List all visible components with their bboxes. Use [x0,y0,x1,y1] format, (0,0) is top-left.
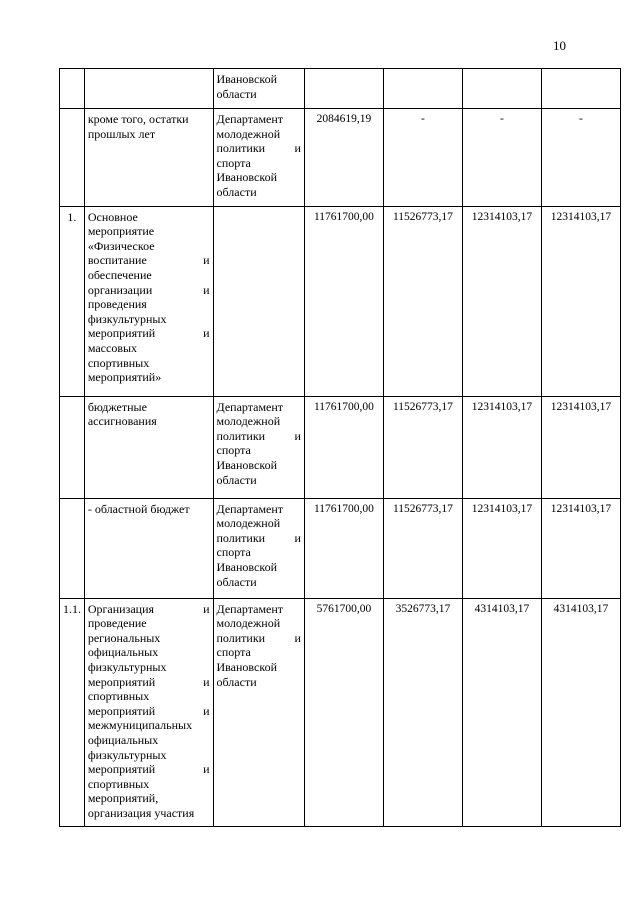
row-executor-line [217,141,301,156]
row-name-line [88,675,210,690]
row-name-line: бюджетные [87,399,147,414]
row-value-1: 5761700,00 [304,598,383,827]
row-executor-line: области [216,184,257,199]
line-part: мероприятий [87,703,156,718]
row-value-3: 12314103,17 [462,206,541,396]
table-row [60,206,621,396]
row-executor-line: молодежной [216,414,281,429]
row-name-line: - областной бюджет [87,501,190,516]
row-name-line: спортивных [87,776,150,791]
row-number: 1. [60,206,85,396]
line-part: и [294,530,301,545]
row-value-4: 12314103,17 [541,206,620,396]
line-part: мероприятий [87,762,156,777]
row-name-line: физкультурных [87,311,167,326]
row-executor-line: спорта [216,545,251,560]
row-executor-line: области [216,674,257,689]
row-value-1: 2084619,19 [304,109,383,207]
table-row [60,109,621,207]
row-value-1: 11761700,00 [304,206,383,396]
line-part: Организация [87,601,155,616]
table-row [60,598,621,827]
row-name-line: кроме того, остатки [87,112,189,126]
row-executor-line: Департамент [216,112,284,126]
row-executor-cell [213,498,304,598]
row-value-2 [383,69,462,109]
row-name-line: физкультурных [87,659,167,674]
line-part: и [203,253,210,268]
line-part: политики [216,630,266,645]
row-executor-cell [213,598,304,827]
line-part: политики [216,428,266,443]
row-value-4: 12314103,17 [541,396,620,498]
row-value-4: 12314103,17 [541,498,620,598]
row-executor-cell [213,396,304,498]
row-executor-line: Ивановской [216,659,277,674]
row-executor-line: молодежной [216,516,281,531]
row-value-3 [462,69,541,109]
line-part: мероприятий [87,674,156,689]
row-executor-cell [213,69,304,109]
row-name-cell [84,109,213,207]
row-executor-line: Ивановской [216,170,277,185]
row-executor-line [217,531,301,546]
row-value-2: 11526773,17 [383,396,462,498]
row-name-line [88,283,210,298]
row-executor-line [217,631,301,646]
row-number [60,498,85,598]
row-name-line: спортивных [87,355,150,370]
line-part: и [203,601,210,616]
row-name-line: региональных [87,630,161,645]
row-value-2: 11526773,17 [383,206,462,396]
row-executor-line: молодежной [216,616,281,631]
row-name-line: мероприятие [87,224,155,239]
row-executor-line: Департамент [216,399,284,414]
row-value-4: 4314103,17 [541,598,620,827]
row-executor-line: Департамент [216,601,284,616]
row-value-2: 3526773,17 [383,598,462,827]
row-name-line: физкультурных [87,747,167,762]
row-name-cell [84,396,213,498]
row-name-cell [84,206,213,396]
row-executor-line: Ивановской [216,457,277,472]
row-executor-line: молодежной [216,126,281,141]
row-name-line: ассигнования [87,414,157,429]
line-part: организации [87,282,153,297]
line-part: и [203,282,210,297]
row-executor-line: Департамент [216,501,284,516]
row-executor-line: спорта [216,645,251,660]
row-executor-line: спорта [216,443,251,458]
row-name-cell [84,69,213,109]
row-executor-line: Ивановской [216,72,277,86]
row-name-line: массовых [87,340,138,355]
row-name-line: проведения [87,297,147,312]
row-value-3: 12314103,17 [462,498,541,598]
row-value-1: 11761700,00 [304,396,383,498]
row-name-line: организация участия [87,805,195,820]
row-value-3: 4314103,17 [462,598,541,827]
table-row [60,396,621,498]
row-name-cell [84,598,213,827]
line-part: воспитание [87,253,147,268]
row-value-4 [541,69,620,109]
row-name-line: спортивных [87,689,150,704]
page-number: 10 [553,38,566,53]
row-name-line [88,326,210,341]
line-part: и [203,674,210,689]
row-executor-cell [213,206,304,396]
row-executor-line: области [216,574,257,589]
row-executor-line: области [216,472,257,487]
row-number [60,396,85,498]
row-executor-line [217,429,301,444]
row-name-line: официальных [87,645,159,660]
line-part: и [203,326,210,341]
row-value-4: - [541,109,620,207]
line-part: и [294,630,301,645]
row-name-line: проведение [87,616,147,631]
line-part: и [294,428,301,443]
row-value-3: - [462,109,541,207]
line-part: и [203,703,210,718]
row-number [60,109,85,207]
row-name-line: межмуниципальных [87,718,193,733]
line-part: и [203,762,210,777]
row-name-line [88,704,210,719]
row-executor-line: области [216,86,257,101]
row-name-line: «Физическое [87,238,155,253]
row-name-line: мероприятий» [87,370,162,385]
row-name-line [88,253,210,268]
row-name-line [88,602,210,617]
line-part: политики [216,530,266,545]
row-name-line: мероприятий, [87,791,159,806]
line-part: мероприятий [87,326,156,341]
row-name-line [88,762,210,777]
program-table [59,68,621,827]
row-name-line: официальных [87,732,159,747]
row-value-3: 12314103,17 [462,396,541,498]
row-value-1 [304,69,383,109]
line-part: политики [216,141,266,156]
table-row [60,69,621,109]
row-value-1: 11761700,00 [304,498,383,598]
row-number: 1.1. [60,598,85,827]
row-name-line: обеспечение [87,267,152,282]
row-name-line: прошлых лет [87,126,156,141]
row-value-2: 11526773,17 [383,498,462,598]
row-name-cell [84,498,213,598]
row-name-line: Основное [87,209,138,224]
table-row [60,498,621,598]
row-value-2: - [383,109,462,207]
line-part: и [294,141,301,156]
row-executor-line: Ивановской [216,559,277,574]
row-executor-line: спорта [216,155,251,170]
row-executor-cell [213,109,304,207]
row-number [60,69,85,109]
